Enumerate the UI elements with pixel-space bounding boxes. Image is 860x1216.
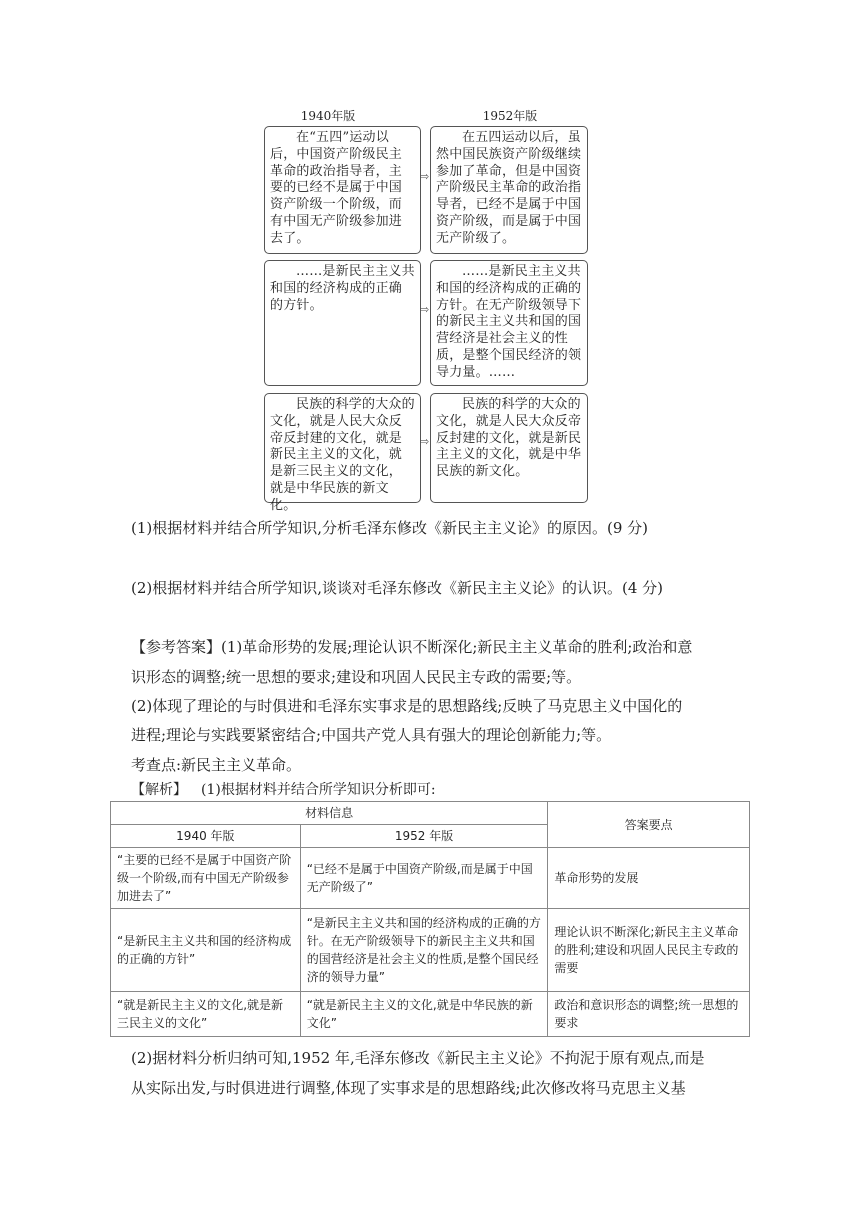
table-row xyxy=(111,992,750,1037)
analysis-heading xyxy=(131,779,436,801)
arrow-icon: ⇨ xyxy=(420,435,430,448)
analysis-intro: (1)根据材料并结合所学知识分析即可: xyxy=(201,782,436,798)
figure-1952-box-2: ……是新民主主义共和国的经济构成的正确的方针。在无产阶级领导下的新民主主义共和国的国营经济是社会主义的性质，是整个国民经济的领导力量。…… xyxy=(430,260,588,386)
exam-point: 考查点:新民主主义革命。 xyxy=(131,756,302,774)
cell-1940: “就是新民主主义的文化,就是新三民主义的文化” xyxy=(111,992,301,1037)
answer-line-1 xyxy=(131,632,692,662)
cell-1940: “主要的已经不是属于中国资产阶级一个阶级,而有中国无产阶级参加进去了” xyxy=(111,848,301,909)
figure-1952-box-1: 在五四运动以后，虽然中国民族资产阶级继续参加了革命，但是中国资产阶级民主革命的政治指导者，已经不是属于中国资产阶级，而是属于中国无产阶级了。 xyxy=(430,126,588,254)
figure-1952-box-3: 民族的科学的大众的文化，就是人民大众反帝反封建的文化，就是新民主主义的文化，就是中华民族的新文化。 xyxy=(430,393,588,503)
arrow-icon: ⇨ xyxy=(420,303,430,316)
figure-1940-box-2: ……是新民主主义共和国的经济构成的正确的方针。 xyxy=(264,260,421,386)
answer-line-2: 识形态的调整;统一思想的要求;建设和巩固人民民主专政的需要;等。 xyxy=(131,668,582,686)
cell-answer: 政治和意识形态的调整;统一思想的要求 xyxy=(548,992,750,1037)
table-row xyxy=(111,848,750,909)
analysis-para-line-1: (2)据材料分析归纳可知,1952 年,毛泽东修改《新民主主义论》不拘泥于原有观点,而是 xyxy=(131,1049,705,1067)
figure-col1-title: 1940年版 xyxy=(300,109,356,123)
arrow-icon: ⇨ xyxy=(420,170,430,183)
cell-answer: 革命形势的发展 xyxy=(548,848,750,909)
figure-1940-box-3: 民族的科学的大众的文化，就是人民大众反帝反封建的文化，就是新民主主义的文化，就是新三民主义的文化，就是中华民族的新文化。 xyxy=(264,393,421,503)
cell-1940: “是新民主主义共和国的经济构成的正确的方针” xyxy=(111,909,301,992)
analysis-label: 【解析】 xyxy=(131,782,187,798)
answer-line-3: (2)体现了理论的与时俱进和毛泽东实事求是的思想路线;反映了马克思主义中国化的 xyxy=(131,697,683,715)
question-1: (1)根据材料并结合所学知识,分析毛泽东修改《新民主主义论》的原因。(9 分) xyxy=(131,519,649,537)
figure-1940-box-1: 在“五四”运动以后，中国资产阶级民主革命的政治指导者，主要的已经不是属于中国资产阶级一个阶级，而有中国无产阶级参加进去了。 xyxy=(264,126,421,254)
analysis-para-line-2: 从实际出发,与时俱进进行调整,体现了实事求是的思想路线;此次修改将马克思主义基 xyxy=(131,1079,686,1097)
table-row xyxy=(111,909,750,992)
analysis-table xyxy=(110,801,750,1037)
header-1952: 1952 年版 xyxy=(300,825,548,848)
figure-col2-title: 1952年版 xyxy=(482,109,538,123)
question-2: (2)根据材料并结合所学知识,谈谈对毛泽东修改《新民主主义论》的认识。(4 分) xyxy=(131,579,664,597)
header-material-info: 材料信息 xyxy=(111,802,548,825)
answer-label: 【参考答案】 xyxy=(131,638,222,656)
cell-1952: “是新民主主义共和国的经济构成的正确的方针。在无产阶级领导下的新民主主义共和国的国营经济是社会主义的性质,是整个国民经济的领导力量” xyxy=(300,909,548,992)
cell-1952: “就是新民主主义的文化,就是中华民族的新文化” xyxy=(300,992,548,1037)
header-1940: 1940 年版 xyxy=(111,825,301,848)
cell-answer: 理论认识不断深化;新民主主义革命的胜利;建设和巩固人民民主专政的需要 xyxy=(548,909,750,992)
answer-text-1: (1)革命形势的发展;理论认识不断深化;新民主主义革命的胜利;政治和意 xyxy=(221,638,693,656)
cell-1952: “已经不是属于中国资产阶级,而是属于中国无产阶级了” xyxy=(300,848,548,909)
answer-line-4: 进程;理论与实践要紧密结合;中国共产党人具有强大的理论创新能力;等。 xyxy=(131,726,612,744)
header-answer-points: 答案要点 xyxy=(548,802,750,848)
